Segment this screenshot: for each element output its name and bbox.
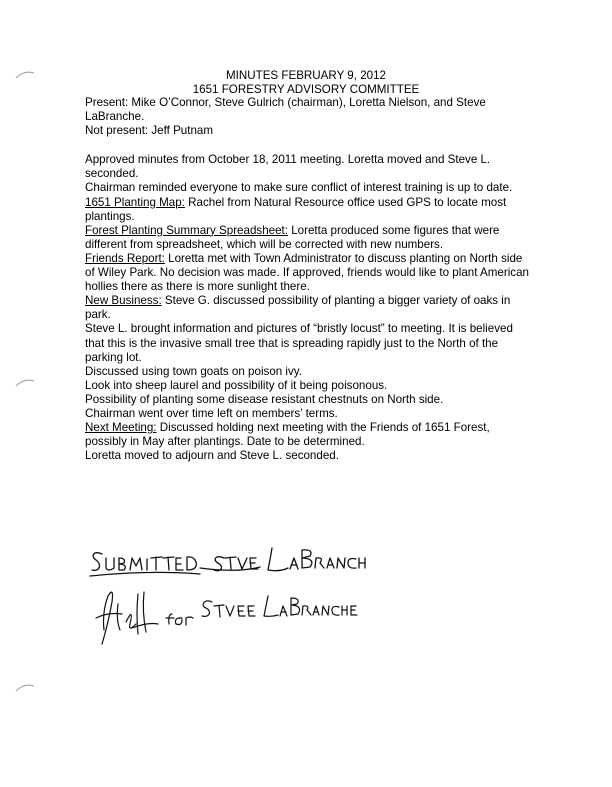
- committee-name: 1651 FORESTRY ADVISORY COMMITTEE: [192, 83, 420, 96]
- spreadsheet-item: [85, 224, 533, 252]
- planting-map-item: [85, 196, 533, 224]
- friends-report-item: [85, 252, 533, 294]
- new-business-label: New Business:: [85, 294, 162, 308]
- bristly-locust-item: Steve L. brought information and pictures of “bristly locust” to meeting. It is believed that this is the invasive small tree that is spreading rapidly just to the North of the parking lot.: [85, 322, 513, 364]
- minutes-title: MINUTES FEBRUARY 9, 2012: [225, 69, 386, 82]
- chestnuts-item: Possibility of planting some disease resistant chestnuts on North side.: [85, 392, 444, 406]
- next-meeting-label: Next Meeting:: [85, 421, 157, 435]
- paragraph-gap: [85, 138, 533, 153]
- handwritten-submitted-signature: [88, 540, 368, 582]
- punch-mark-icon: [14, 378, 36, 388]
- over-time-item: Chairman went over time left on members’ terms.: [85, 406, 338, 420]
- next-meeting-text: Discussed holding next meeting with the Friends of 1651 Forest, possibly in May after plantings. Date to be determined.: [85, 421, 490, 449]
- adjourn-item: Loretta moved to adjourn and Steve L. seconded.: [85, 449, 339, 463]
- sheep-laurel-item: Look into sheep laurel and possibility of it being poisonous.: [85, 378, 388, 392]
- not-present-list: Not present: Jeff Putnam: [85, 124, 214, 138]
- chairman-reminder-item: Chairman reminded everyone to make sure conflict of interest training is up to date.: [85, 181, 513, 195]
- spreadsheet-text: Loretta produced some figures that were different from spreadsheet, which will be corrected with new numbers.: [85, 223, 500, 251]
- approved-minutes-item: Approved minutes from October 18, 2011 meeting. Loretta moved and Steve L. seconded.: [85, 153, 491, 181]
- friends-report-label: Friends Report:: [85, 251, 165, 265]
- planting-map-label: 1651 Planting Map:: [85, 195, 185, 209]
- friends-report-text: Loretta met with Town Administrator to discuss planting on North side of Wiley Park. No decision was made. If approved, friends would like to plant American hollies there as there is more sunlight there.: [85, 251, 529, 294]
- new-business-text: Steve G. discussed possibility of planting a bigger variety of oaks in park.: [85, 294, 511, 322]
- goats-item: Discussed using town goats on poison ivy.: [85, 364, 302, 378]
- minutes-body: [85, 96, 533, 463]
- present-list: Present: Mike O’Connor, Steve Gulrich (chairman), Loretta Nielson, and Steve LaBranche.: [85, 96, 486, 124]
- new-business-item: [85, 294, 533, 322]
- next-meeting-item: [85, 421, 533, 449]
- planting-map-text: Rachel from Natural Resource office used GPS to locate most plantings.: [85, 195, 507, 223]
- spreadsheet-label: Forest Planting Summary Spreadsheet:: [85, 223, 288, 237]
- handwritten-signature: [92, 584, 360, 654]
- punch-mark-icon: [14, 683, 36, 693]
